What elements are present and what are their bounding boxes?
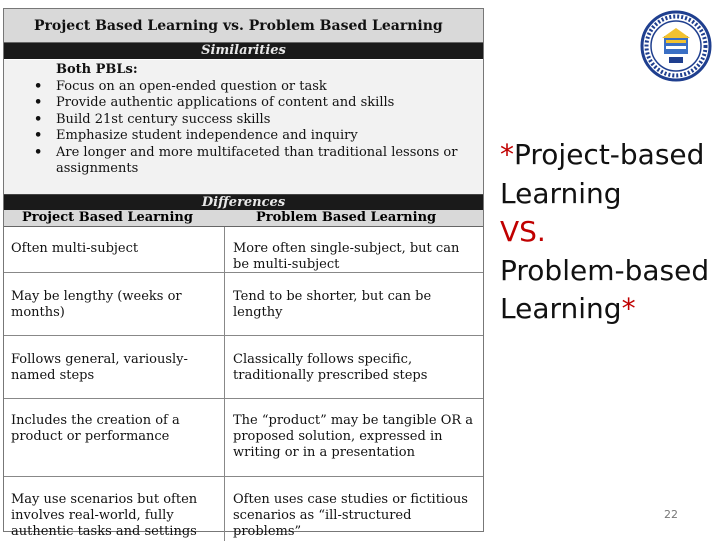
project-cell: May use scenarios but often involves real-world, fully authentic tasks and settings [4,477,225,541]
similarities-intro: Both PBLs: [56,62,138,77]
title-asterisk: * [500,138,514,171]
table-row [4,399,483,477]
page-number: 22 [664,508,678,521]
differences-header: Differences [4,195,483,210]
table-row [4,336,483,399]
problem-cell: Tend to be shorter, but can be lengthy [233,289,432,320]
similarities-section [4,60,483,195]
table-row [4,227,483,273]
problem-cell: Often uses case studies or fictitious scenarios as “ill-structured problems” [233,492,468,539]
problem-cell: Classically follows specific, traditionally prescribed steps [233,352,428,383]
table-row [4,477,483,541]
slide-title: *Project-based Learning VS. Problem-based Learning* [500,138,710,325]
bullet-icon: • [34,111,43,127]
bullet-icon: • [34,144,43,160]
problem-cell: More often single-subject, but can be multi-subject [233,241,460,272]
title-asterisk: * [621,292,636,325]
col-problem-header: Problem Based Learning [256,210,437,225]
list-item: • Build 21st century success skills [34,111,271,127]
institution-seal-logo [640,10,712,82]
bullet-icon: • [34,95,43,111]
similarities-list [34,79,466,177]
list-item: • Focus on an open-ended question or task [34,79,327,94]
bullet-icon: • [34,79,43,94]
project-cell: Often multi-subject [4,227,225,272]
bullet-icon: • [34,128,43,144]
problem-cell: The “product” may be tangible OR a proposed solution, expressed in writing or in a presentation [233,413,474,460]
list-item: • Provide authentic applications of content and skills [34,95,395,111]
col-project-header: Project Based Learning [22,210,193,225]
similarities-header: Similarities [4,43,483,59]
table-row [4,273,483,336]
project-cell: Includes the creation of a product or performance [4,399,225,476]
project-cell: Follows general, variously-named steps [4,336,225,398]
list-item: • Emphasize student independence and inquiry [34,128,358,144]
list-item: • Are longer and more multifaceted than traditional lessons or assignments [34,144,458,177]
column-headers [4,210,483,227]
comparison-table [3,8,484,539]
vs-label: VS. [500,215,546,248]
project-cell: May be lengthy (weeks or months) [4,273,225,335]
table-title: Project Based Learning vs. Problem Based Learning [4,9,483,43]
